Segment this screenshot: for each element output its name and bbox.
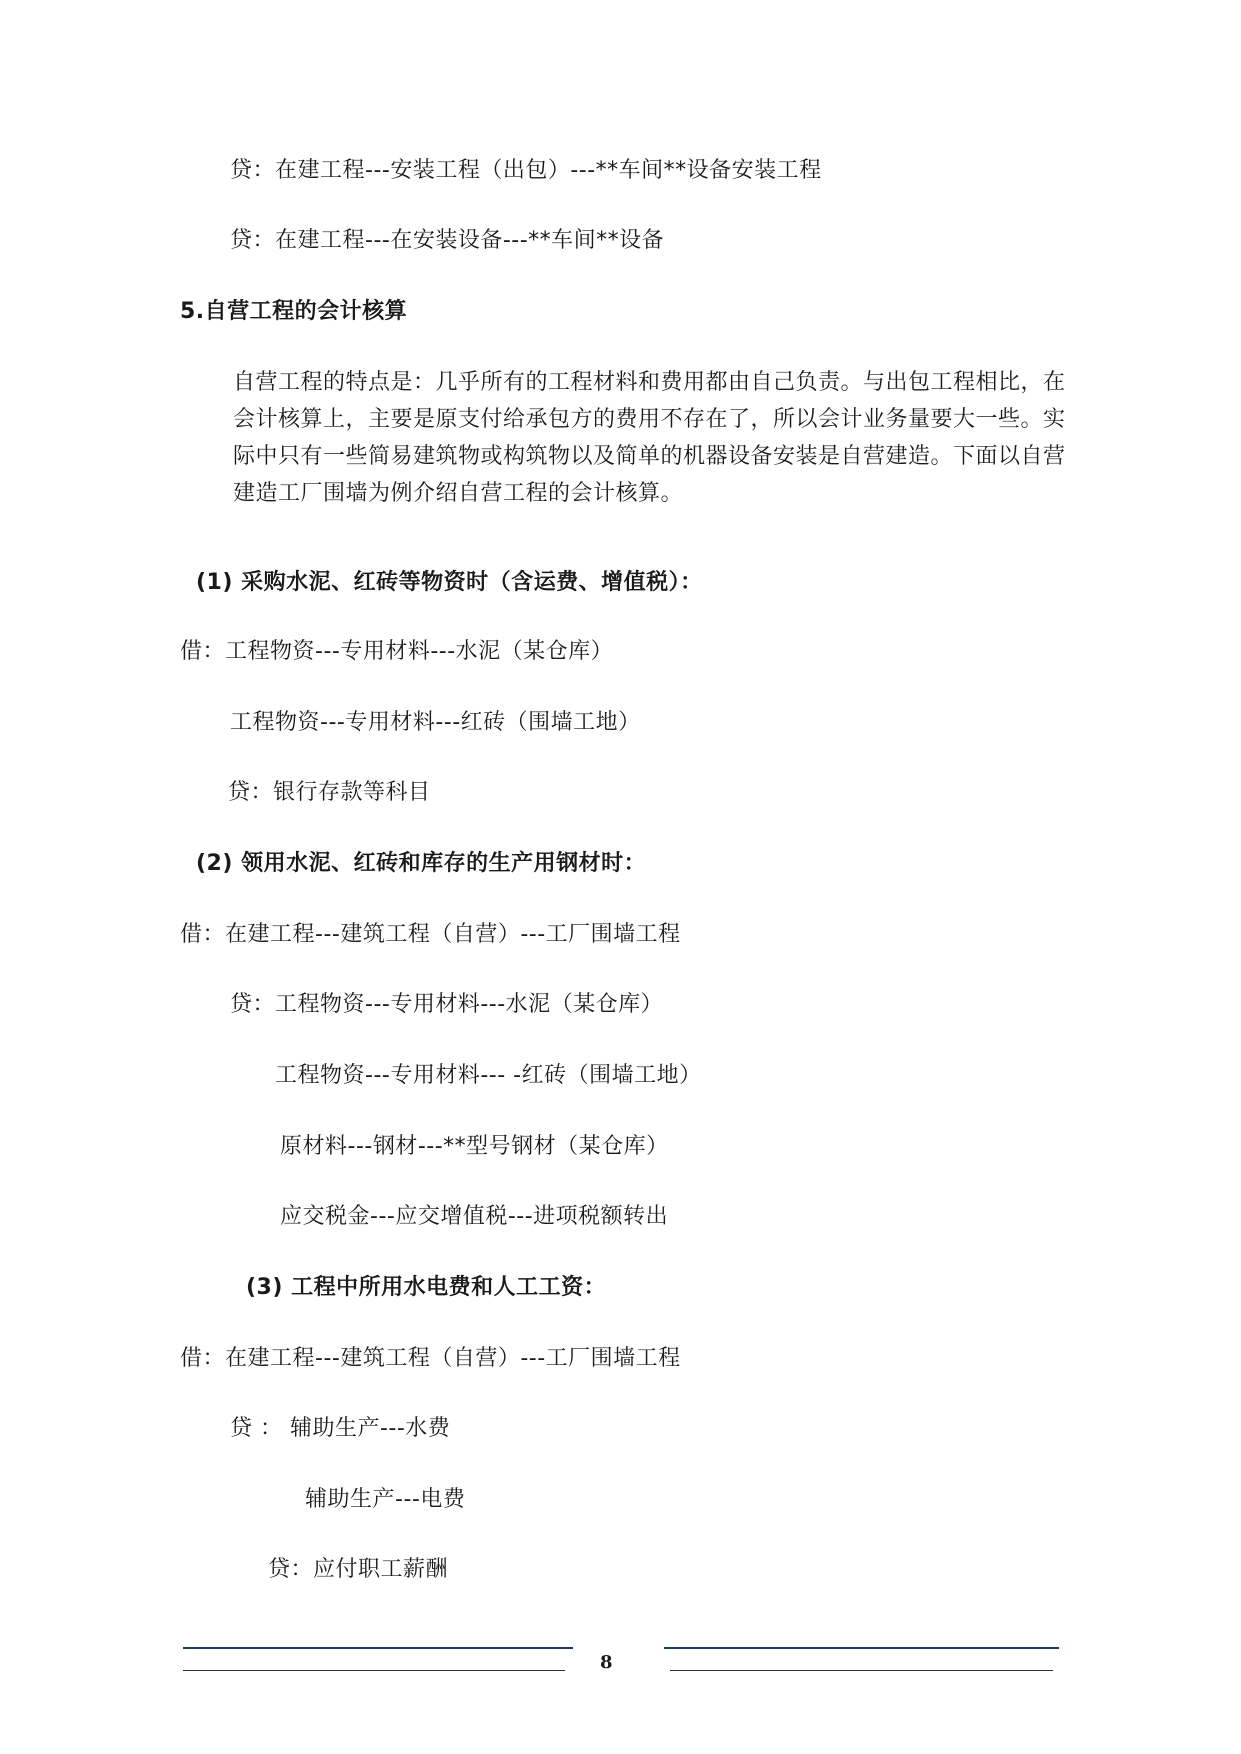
- subsection-heading: (2) 领用水泥、红砖和库存的生产用钢材时：: [196, 851, 647, 876]
- footer-rule-right-thin: [670, 1670, 1053, 1671]
- entry-line: 借：工程物资---专用材料---水泥（某仓库）: [180, 639, 614, 664]
- entry-line: 应交税金---应交增值税---进项税额转出: [280, 1204, 669, 1229]
- entry-line: 工程物资---专用材料--- -红砖（围墙工地）: [275, 1063, 702, 1088]
- entry-line: 辅助生产---电费: [305, 1487, 466, 1512]
- footer-rule-right: [664, 1647, 1059, 1649]
- paragraph: [193, 364, 1073, 512]
- footer-rule-left-thin: [183, 1670, 565, 1671]
- paragraph-text: 自营工程的特点是：几乎所有的工程材料和费用都由自己负责。与出包工程相比，在会计核算上，主要是原支付给承包方的费用不存在了，所以会计业务量要大一些。实际中只有一些简易建筑物或构筑物以及简单的机器设备安装是自营建造。下面以自营建造工厂围墙为例介绍自营工程的会计核算。: [233, 370, 1066, 506]
- section-heading: 5.自营工程的会计核算: [180, 299, 408, 324]
- page-number: 8: [600, 1652, 613, 1673]
- entry-line: 贷：应付职工薪酬: [268, 1557, 449, 1582]
- subsection-heading: (1) 采购水泥、红砖等物资时（含运费、增值税）：: [196, 570, 703, 595]
- subsection-heading: (3) 工程中所用水电费和人工工资：: [246, 1275, 607, 1300]
- entry-line: 工程物资---专用材料---红砖（围墙工地）: [230, 710, 641, 735]
- entry-line: 原材料---钢材---**型号钢材（某仓库）: [280, 1134, 669, 1159]
- entry-line: 贷：在建工程---安装工程（出包）---**车间**设备安装工程: [230, 158, 822, 183]
- entry-line: 借：在建工程---建筑工程（自营）---工厂围墙工程: [180, 922, 681, 947]
- entry-line: 贷：在建工程---在安装设备---**车间**设备: [230, 228, 665, 253]
- footer-rule-left: [183, 1647, 573, 1649]
- entry-line: 贷：银行存款等科目: [228, 780, 431, 805]
- entry-line: 贷 ： 辅助生产---水费: [230, 1416, 451, 1441]
- entry-line: 贷：工程物资---专用材料---水泥（某仓库）: [230, 992, 664, 1017]
- entry-line: 借：在建工程---建筑工程（自营）---工厂围墙工程: [180, 1346, 681, 1371]
